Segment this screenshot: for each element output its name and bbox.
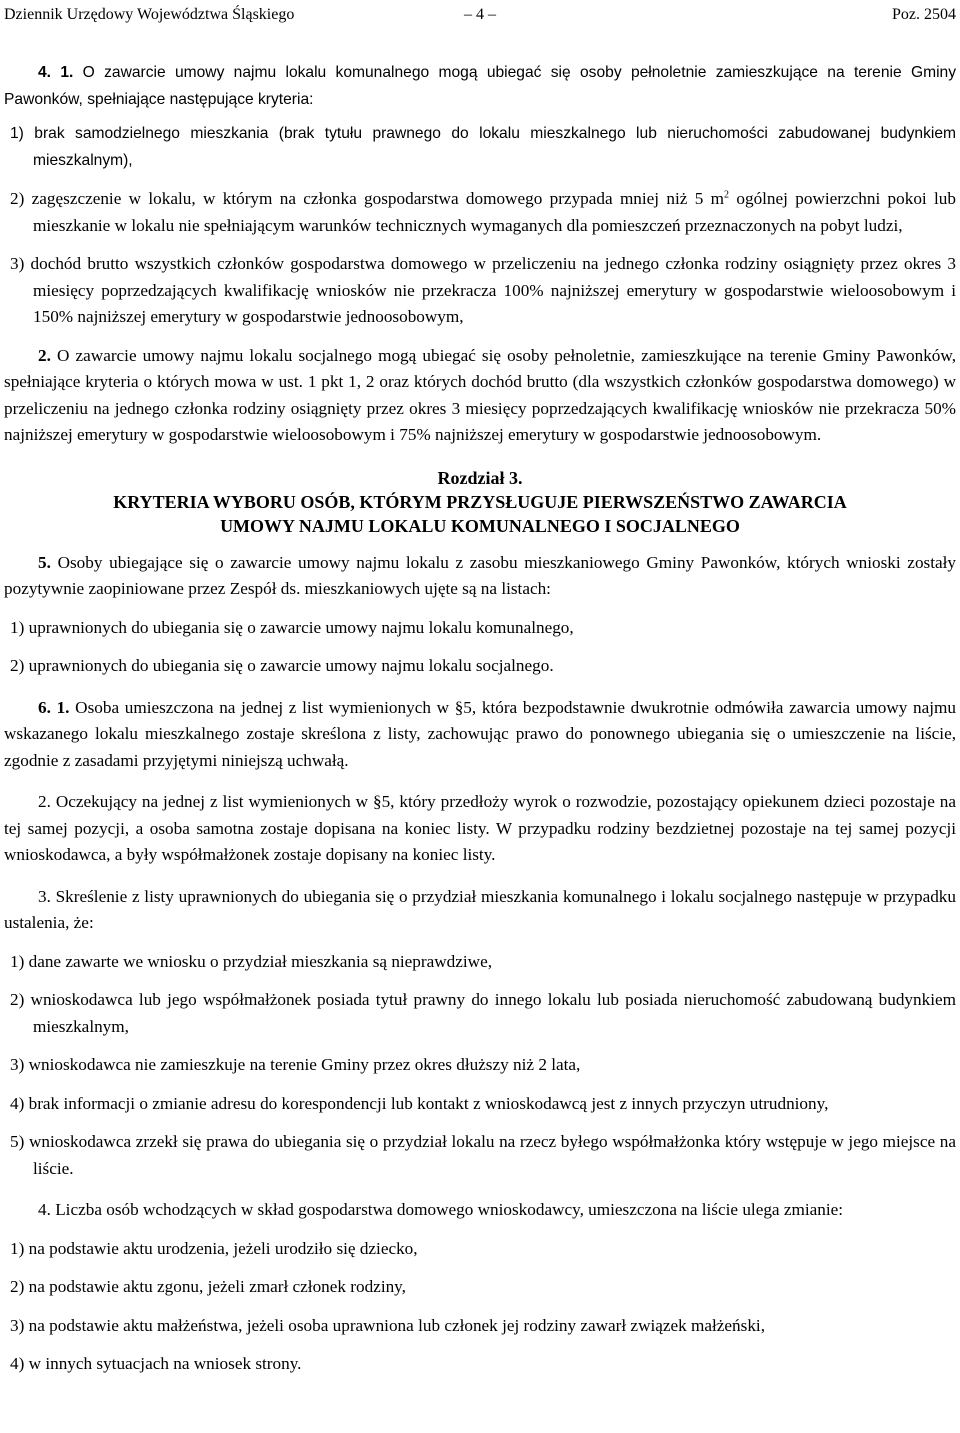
list-item: 4) brak informacji o zmianie adresu do korespondencji lub kontakt z wnioskodawcą jest z innych przyczyn utrudniony, xyxy=(10,1093,829,1113)
journal-title: Dziennik Urzędowy Województwa Śląskiego xyxy=(4,6,295,23)
paragraph-text: Osoby ubiegające się o zawarcie umowy najmu lokalu z zasobu mieszkaniowego Gminy Pawonków, których wnioski zostały pozytywnie zaopiniowane przez Zespół ds. mieszkaniowych ujęte są na listach: xyxy=(4,552,956,598)
section-4-paragraph-2 xyxy=(4,343,956,449)
list-item: 3) wnioskodawca nie zamieszkuje na terenie Gminy przez okres dłuższy niż 2 lata, xyxy=(10,1055,581,1074)
section-number: 6. 1. xyxy=(38,697,70,717)
list-item-text: ogólnej powierzchni pokoi lub mieszkanie w lokalu nie spełniającym warunków technicznych wymaganych dla pomieszczeń przeznaczonych na pobyt ludzi, xyxy=(33,189,956,235)
section-6-paragraph-3: 3. Skreślenie z listy uprawnionych do ubiegania się o przydział mieszkania komunalnego i lokalu socjalnego następuje w przypadku ustalenia, że: xyxy=(4,886,956,932)
paragraph-number: 2. xyxy=(38,345,51,365)
chapter-title-line-2: UMOWY NAJMU LOKALU KOMUNALNEGO I SOCJALNEGO xyxy=(220,515,740,536)
list-item-text: 2) zagęszczenie w lokalu, w którym na członka gospodarstwa domowego przypada mniej niż 5 m xyxy=(10,189,725,208)
list-item: 2) uprawnionych do ubiegania się o zawarcie umowy najmu lokalu socjalnego. xyxy=(10,656,554,675)
list-item: 5) wnioskodawca zrzekł się prawa do ubiegania się o przydział lokalu na rzecz byłego współmałżonka który wstępuje w jego miejsce na liście. xyxy=(10,1132,956,1178)
chapter-title-line-1: KRYTERIA WYBORU OSÓB, KTÓRYM PRZYSŁUGUJE PIERWSZEŃSTWO ZAWARCIA xyxy=(113,491,847,512)
list-item: 3) na podstawie aktu małżeństwa, jeżeli osoba uprawniona lub członek jej rodziny zawarł związek małżeński, xyxy=(10,1315,766,1335)
section-number: 4. 1. xyxy=(38,64,74,81)
section-6-paragraph-2: 2. Oczekujący na jednej z list wymienionych w §5, który przedłoży wyrok o rozwodzie, pozostający opiekunem dzieci pozostaje na tej samej pozycji, a osoba samotna zostaje dopisana na koniec listy. W przypadku rodziny bezdzietnej pozostaje na tej samej pozycji wnioskodawca, a były współmałżonek zostaje dopisany na koniec listy. xyxy=(4,792,956,864)
document-body xyxy=(4,59,956,1378)
list-item: 2) wnioskodawca lub jego współmałżonek posiada tytuł prawny do innego lokalu lub posiada nieruchomość zabudowaną budynkiem mieszkalnym, xyxy=(10,990,956,1036)
list-item: 1) dane zawarte we wniosku o przydział mieszkania są nieprawdziwe, xyxy=(10,951,493,971)
list-item: 3) dochód brutto wszystkich członków gospodarstwa domowego w przeliczeniu na jednego członka rodziny osiągnięty przez okres 3 miesięcy poprzedzających kwalifikację wniosków nie przekracza 100% najniższej emerytury w gospodarstwie wieloosobowym i 150% najniższej emerytury w gospodarstwie jednoosobowym, xyxy=(10,254,956,326)
section-number: 5. xyxy=(38,552,51,572)
list-item: 1) uprawnionych do ubiegania się o zawarcie umowy najmu lokalu komunalnego, xyxy=(10,617,574,637)
list-item xyxy=(4,186,956,239)
superscript: 2 xyxy=(724,189,730,201)
section-5-paragraph xyxy=(4,550,956,603)
section-6-paragraph-1 xyxy=(4,695,956,775)
list-item: 2) na podstawie aktu zgonu, jeżeli zmarł członek rodziny, xyxy=(10,1277,406,1296)
page-header xyxy=(4,2,956,26)
paragraph-text: O zawarcie umowy najmu lokalu socjalnego mogą ubiegać się osoby pełnoletnie, zamieszkujące na terenie Gminy Pawonków, spełniające kryteria o których mowa w ust. 1 pkt 1, 2 oraz których dochód brutto (dla wszystkich członków gospodarstwa domowego) w przeliczeniu na jednego członka rodziny osiągnięty przez okres 3 miesięcy poprzedzających kwalifikację wniosków nie przekracza 50% najniższej emerytury w gospodarstwie wieloosobowym i 75% najniższej emerytury w gospodarstwie jednoosobowym. xyxy=(4,345,956,444)
position-number: Poz. 2504 xyxy=(892,6,956,23)
paragraph-text: Osoba umieszczona na jednej z list wymienionych w §5, która bezpodstawnie dwukrotnie odmówiła zawarcia umowy najmu wskazanego lokalu mieszkalnego zostaje skreślona z listy, zachowując prawo do ponownego ubiegania się o umieszczenie na liście, zgodnie z zasadami przyjętymi niniejszą uchwałą. xyxy=(4,697,957,770)
page-number: – 4 – xyxy=(464,6,496,23)
list-item: 1) na podstawie aktu urodzenia, jeżeli urodziło się dziecko, xyxy=(10,1238,418,1258)
paragraph-text: O zawarcie umowy najmu lokalu komunalnego mogą ubiegać się osoby pełnoletnie zamieszkujące na terenie Gminy Pawonków, spełniające następujące kryteria: xyxy=(4,64,956,108)
list-item: 1) brak samodzielnego mieszkania (brak tytułu prawnego do lokalu mieszkalnego lub nieruchomości zabudowanej budynkiem mieszkalnym), xyxy=(10,125,956,169)
list-item: 4) w innych sytuacjach na wniosek strony. xyxy=(10,1354,302,1373)
chapter-number: Rozdział 3. xyxy=(437,467,523,488)
section-6-paragraph-4: 4. Liczba osób wchodzących w skład gospodarstwa domowego wnioskodawcy, umieszczona na liście ulega zmianie: xyxy=(38,1200,844,1219)
section-4-paragraph-1 xyxy=(4,59,956,113)
